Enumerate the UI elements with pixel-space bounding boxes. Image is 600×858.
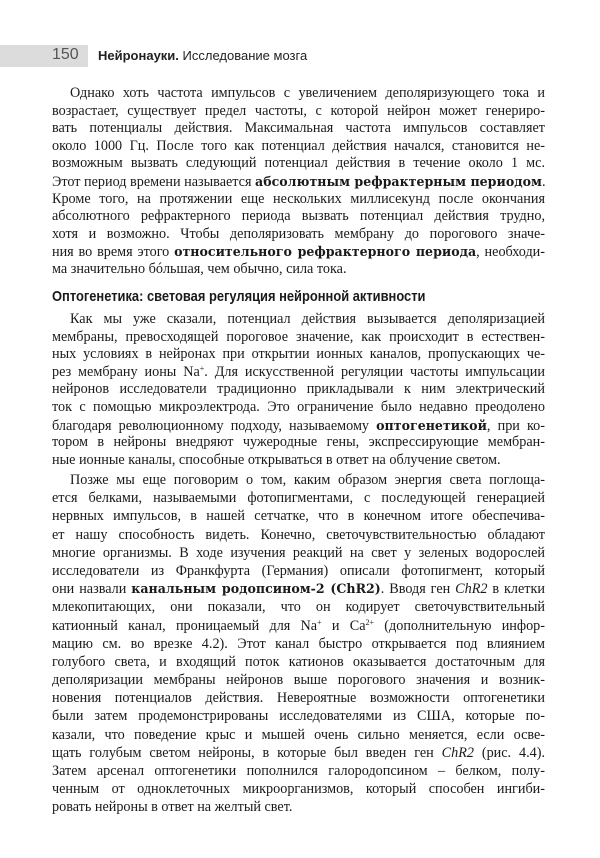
text-line	[52, 226, 545, 244]
text-segment: абсолютного рефрактерного периода вызвать потенциал действия трудно,	[52, 208, 545, 225]
text-segment: мацию см. во врезке 4.2). Этот канал быстро открывается под влиянием	[52, 635, 545, 652]
text-segment: Как мы уже сказали, потенциал действия вызывается деполяризацией	[70, 311, 545, 327]
text-line	[52, 489, 545, 507]
bold-term: канальным родопсином-2 (ChR2)	[131, 581, 381, 597]
superscript: 2+	[365, 617, 375, 627]
page-number: 150	[52, 46, 79, 63]
text-segment: были затем продемонстрированы исследователями из США, которые по-	[52, 708, 545, 725]
text-segment: млекопитающих, они показали, что он кодирует светочувствительный	[52, 599, 545, 616]
text-segment: они назвали	[52, 581, 132, 598]
text-line	[52, 653, 545, 671]
text-segment: (дополнительную инфор-	[374, 617, 545, 634]
text-segment: (рис. 4.4).	[473, 744, 545, 761]
text-segment: ток с помощью микроэлектрода. Это ограничение было недавно преодолено	[52, 398, 545, 415]
text-segment: ных условиях в нейронах при открытии ионных каналов, пропускающих че-	[52, 346, 545, 363]
text-segment: , необходи-	[476, 244, 545, 261]
text-line	[52, 208, 545, 226]
text-segment: Затем арсенал оптогенетики пополнился галородопсином – белком, полу-	[52, 763, 545, 779]
paragraph-channelrhodopsin	[52, 471, 545, 817]
text-segment: около 1000 Гц. После того как потенциал действия начался, становится не-	[52, 137, 545, 154]
text-line	[52, 562, 545, 580]
text-line	[52, 329, 545, 347]
text-line	[52, 707, 545, 725]
text-line	[52, 671, 545, 689]
text-segment: ния во время этого	[52, 244, 175, 261]
text-line	[52, 471, 545, 489]
text-line	[52, 798, 545, 816]
text-line	[52, 311, 545, 329]
text-line	[52, 726, 545, 744]
text-segment: новения потенциалов действия. Невероятные возможности оптогенетики	[52, 690, 545, 707]
text-line	[52, 173, 545, 191]
text-line	[52, 138, 545, 156]
text-segment: вать потенциалы действия. Максимальная частота импульсов составляет	[52, 120, 545, 137]
text-segment: ченным от одноклеточных микроорганизмов, который способен ингиби-	[52, 781, 545, 798]
italic-term: ChR2	[441, 744, 474, 761]
text-line	[52, 243, 545, 261]
text-segment: , при ко-	[486, 417, 545, 434]
text-line	[52, 85, 545, 103]
text-line	[52, 780, 545, 798]
text-line	[52, 744, 545, 762]
text-segment: Однако хоть частота импульсов с увеличением деполяризующего тока и	[70, 85, 545, 101]
text-line	[52, 261, 545, 279]
text-segment: Кроме того, на протяжении еще нескольких миллисекунд после окончания	[52, 190, 545, 207]
text-segment: исследователи из Франкфурта (Германия) описали фотопигмент, который	[52, 562, 545, 579]
paragraph-optogenetics-intro	[52, 311, 545, 469]
text-line	[52, 544, 545, 562]
book-title: Нейронауки.	[98, 48, 179, 63]
text-segment: деполяризации мембраны нейронов выше порогового значения и возник-	[52, 672, 545, 689]
text-line	[52, 434, 545, 452]
text-line	[52, 598, 545, 616]
text-segment: и Ca	[321, 617, 366, 634]
bold-term: абсолютным рефрактерным периодом	[255, 173, 542, 189]
text-segment: ровать нейроны в ответ на желтый свет.	[52, 799, 293, 816]
section-heading: Оптогенетика: световая регуляция нейронной активности	[52, 288, 426, 305]
text-line	[52, 346, 545, 364]
text-line	[52, 526, 545, 544]
text-segment: ется белками, называемыми фотопигментами, с последующей генерацией	[52, 490, 545, 507]
paragraph-refractory-period	[52, 85, 545, 279]
text-line	[52, 120, 545, 138]
text-segment: нервных импульсов, в нашей сетчатке, что в конечном итоге обеспечива-	[52, 508, 545, 525]
text-segment: . Вводя ген	[380, 581, 456, 598]
text-segment: возможным вызвать следующий потенциал действия в течение около 1 мс.	[52, 155, 545, 172]
text-segment: нейронов исследователи традиционно прикладывали к ним электрический	[52, 381, 545, 398]
superscript: +	[199, 363, 205, 373]
text-line	[52, 155, 545, 173]
text-segment: . Для искусственной регуляции частоты импульсации	[204, 363, 545, 380]
text-line	[52, 507, 545, 525]
text-segment: казали, что поведение крыс и мышей очень сильно меняется, если осве-	[52, 726, 545, 743]
text-segment: хотя и возможно. Чтобы деполяризовать мембрану до порогового значе-	[52, 225, 545, 242]
text-line	[52, 635, 545, 653]
text-line	[52, 417, 545, 435]
text-segment: ные ионные каналы, способные открываться в ответ на облучение светом.	[52, 451, 501, 468]
text-segment: многие организмы. В ходе изучения реакций на свет у зеленых водорослей	[52, 544, 545, 561]
book-subtitle: Исследование мозга	[182, 48, 308, 63]
bold-term: относительного рефрактерного периода	[174, 244, 477, 260]
text-segment: Этот период времени называется	[52, 173, 256, 190]
text-line	[52, 580, 545, 598]
superscript: +	[317, 617, 322, 627]
text-line	[52, 689, 545, 707]
text-segment: в клетки	[487, 581, 545, 598]
text-segment: тором в нейроны внедряют чужеродные гены, экспрессирующие мембран-	[52, 434, 545, 451]
text-segment: голубого света, и входящий поток катионов оказывается достаточным для	[52, 653, 545, 670]
text-segment: мембраны, превосходящей пороговое значение, как происходит в естествен-	[52, 328, 545, 345]
text-segment: рез мембрану ионы Na	[52, 363, 200, 380]
text-segment: Позже мы еще поговорим о том, каким образом энергия света поглоща-	[70, 472, 545, 488]
text-line	[52, 762, 545, 780]
text-segment: щать голубым светом нейроны, в которые был введен ген	[52, 744, 442, 761]
text-segment: благодаря революционному подходу, называемому	[52, 417, 377, 434]
bold-term: оптогенетикой	[376, 417, 487, 433]
text-line	[52, 617, 545, 635]
italic-term: ChR2	[455, 581, 488, 598]
running-header	[98, 48, 307, 63]
text-line	[52, 452, 545, 470]
text-line	[52, 364, 545, 382]
text-segment: ма значительно бóльшая, чем обычно, сила тока.	[52, 260, 347, 277]
text-segment: возрастает, существует предел частоты, с которой нейрон может генериро-	[52, 102, 545, 119]
text-segment: катионный канал, проницаемый для Na	[52, 617, 318, 634]
text-line	[52, 191, 545, 209]
text-line	[52, 103, 545, 121]
text-line	[52, 381, 545, 399]
text-segment: .	[541, 173, 546, 190]
text-segment: ет нашу способность видеть. Конечно, светочувствительностью обладают	[52, 526, 545, 543]
text-line	[52, 399, 545, 417]
